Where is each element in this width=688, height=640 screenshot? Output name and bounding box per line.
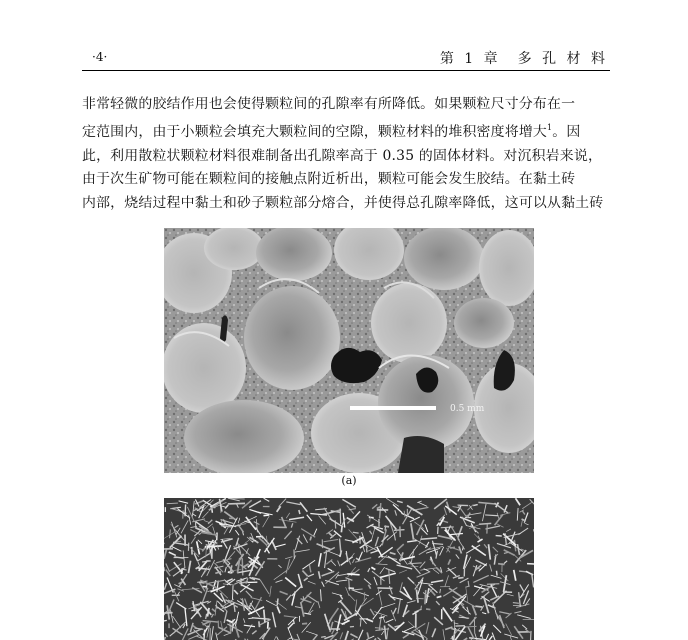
chapter-title: 第 1 章 多 孔 材 料 [439, 51, 608, 67]
paragraph-line: 定范围内，由于小颗粒会填充大颗粒间的空隙，颗粒材料的堆积密度将增大$^1$。因 [82, 123, 581, 141]
paragraph-line: 内部，烧结过程中黏土和砂子颗粒部分熔合，并使得总孔隙率降低，这可以从黏土砖 [82, 194, 604, 211]
body-paragraph [82, 93, 610, 215]
figure-a-caption: (a) [341, 474, 357, 487]
citation-superscript: 1 [547, 123, 553, 133]
scale-bar-label: 0.5 mm [450, 404, 485, 414]
paragraph-line: 此，利用散粒状颗粒材料很难制备出孔隙率高于 0.35 的固体材料。对沉积岩来说， [82, 147, 603, 164]
page-header [82, 48, 610, 68]
micrograph-b [164, 498, 534, 640]
scale-bar [350, 406, 436, 410]
header-rule [82, 70, 610, 71]
page-number: ·4· [92, 50, 108, 64]
micrograph-a [164, 228, 534, 473]
paragraph-line: 由于次生矿物可能在颗粒间的接触点附近析出，颗粒可能会发生胶结。在黏土砖 [82, 171, 576, 188]
paragraph-line: 非常轻微的胶结作用也会使得颗粒间的孔隙率有所降低。如果颗粒尺寸分布在一 [82, 96, 576, 112]
